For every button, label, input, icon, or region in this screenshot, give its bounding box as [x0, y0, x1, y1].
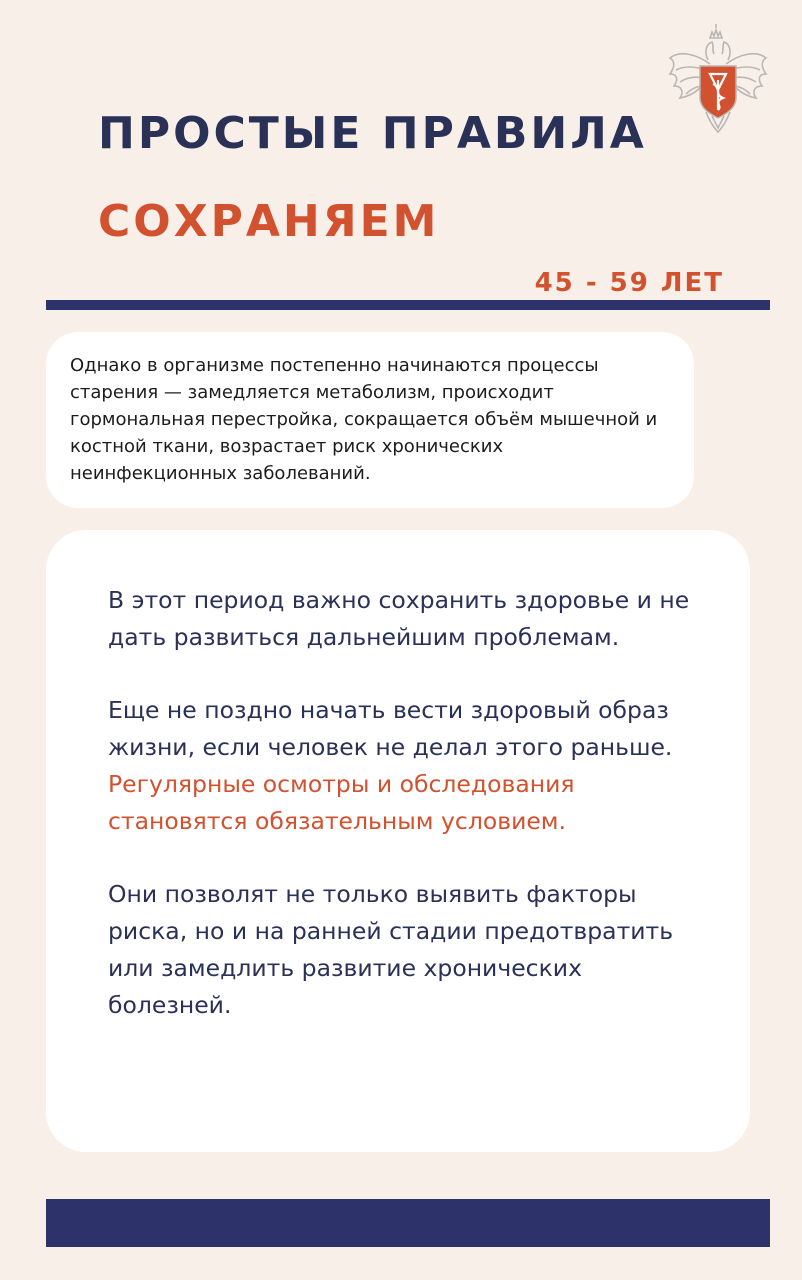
main-paragraph-1: В этот период важно сохранить здоровье и не дать развиться дальнейшим проблемам. — [108, 586, 690, 651]
main-paragraph-3: Они позволят не только выявить факторы риска, но и на ранней стадии предотвратить или замедлить развитие хронических болезней. — [108, 880, 674, 1019]
intro-card — [46, 332, 694, 508]
main-paragraph-2 — [108, 692, 710, 840]
emblem-icon — [666, 24, 770, 136]
age-range-label: 45 - 59 ЛЕТ — [534, 268, 724, 298]
paragraph-2-lead: Еще не поздно начать вести здоровый образ жизни, если человек не делал этого раньше. — [108, 696, 673, 761]
intro-text: Однако в организме постепенно начинаются процессы старения — замедляется метаболизм, происходит гормональная перестройка, сокращается объём мышечной и костной ткани, возрастает риск хронических неинфекционных заболеваний. — [70, 355, 658, 484]
main-card — [46, 530, 750, 1152]
footer-bar — [46, 1199, 770, 1247]
page-title: ПРОСТЫЕ ПРАВИЛА — [98, 108, 647, 159]
header-divider — [46, 300, 770, 310]
paragraph-2-accent: Регулярные осмотры и обследования становятся обязательным условием. — [108, 770, 575, 835]
page-subtitle: СОХРАНЯЕМ — [98, 196, 440, 247]
